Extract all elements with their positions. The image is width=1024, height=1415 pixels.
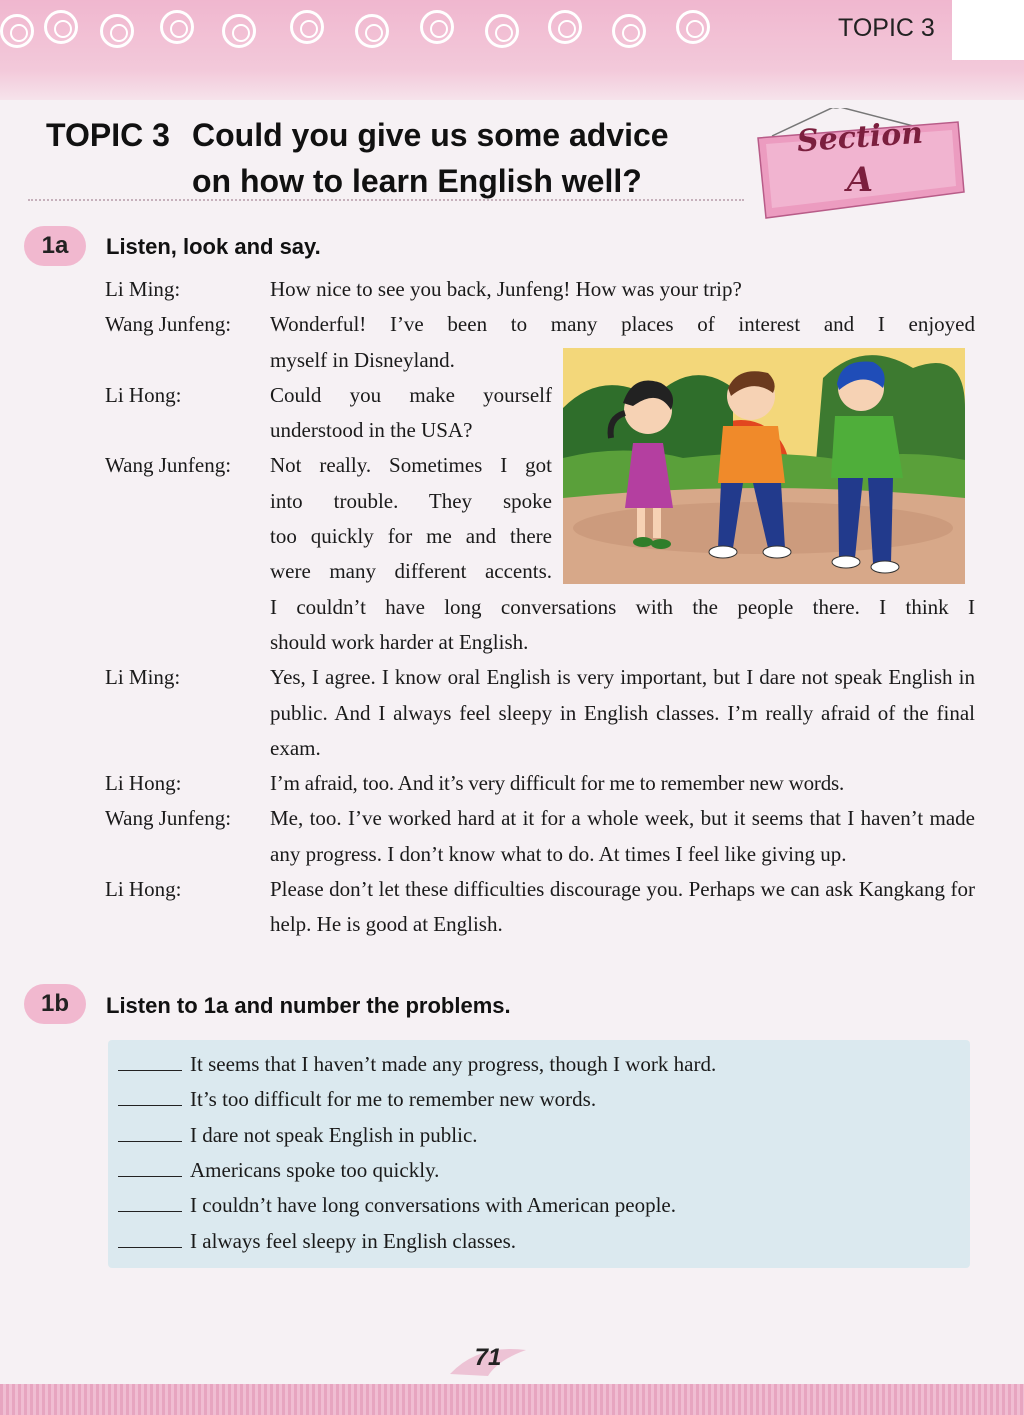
speaker: Li Hong: — [105, 771, 182, 796]
title-line-2: on how to learn English well? — [192, 163, 642, 199]
speaker: Li Hong: — [105, 877, 182, 902]
speaker: Li Ming: — [105, 277, 181, 301]
decorative-circles — [0, 6, 740, 54]
decorative-circle-icon — [222, 14, 256, 48]
problem-item — [118, 1087, 596, 1112]
answer-blank[interactable] — [118, 1162, 182, 1177]
line-text: were many different accents. — [270, 559, 552, 584]
line-text: Please don’t let these difficulties discourage you. Perhaps we can ask Kangkang for help. He is good at English. — [270, 877, 975, 937]
answer-blank[interactable] — [118, 1197, 182, 1212]
speaker: Wang Junfeng: — [105, 312, 232, 337]
dialogue-row — [105, 272, 975, 307]
decorative-circle-icon — [485, 14, 519, 48]
section-badge — [752, 108, 968, 220]
problem-item — [118, 1229, 516, 1254]
dialogue-row — [105, 801, 975, 872]
footer-band — [0, 1384, 1024, 1415]
problem-text: It’s too difficult for me to remember new words. — [190, 1087, 597, 1111]
page-title — [46, 112, 669, 204]
problem-text: I always feel sleepy in English classes. — [190, 1229, 516, 1253]
line-text: understood in the USA? — [270, 418, 473, 443]
line-text: Wonderful! I’ve been to many places of interest and I enjoyed — [270, 312, 975, 337]
problem-text: Americans spoke too quickly. — [190, 1158, 440, 1182]
page-number-text: 71 — [474, 1344, 502, 1371]
topic-number: TOPIC 3 — [46, 117, 170, 153]
header-corner — [952, 0, 1024, 60]
speaker: Wang Junfeng: — [105, 806, 232, 831]
problem-text: I couldn’t have long conversations with American people. — [190, 1193, 676, 1217]
task-badge-1b: 1b — [24, 984, 86, 1024]
problem-text: It seems that I haven’t made any progress, though I work hard. — [190, 1052, 717, 1076]
title-divider — [28, 199, 744, 201]
line-text: should work harder at English. — [270, 629, 529, 654]
answer-blank[interactable] — [118, 1091, 182, 1106]
problem-item — [118, 1123, 478, 1148]
line-text: Me, too. I’ve worked hard at it for a whole week, but it seems that I haven’t made any progress. I don’t know what to do. At times I feel like giving up. — [270, 806, 975, 866]
problem-item — [118, 1193, 676, 1218]
dialogue-row — [105, 307, 975, 342]
task-instruction-1a: Listen, look and say. — [106, 234, 321, 259]
line-text: into trouble. They spoke — [270, 488, 552, 513]
problem-text: I dare not speak English in public. — [190, 1123, 478, 1147]
decorative-circle-icon — [100, 14, 134, 48]
speaker: Wang Junfeng: — [105, 453, 232, 478]
line-text: too quickly for me and there — [270, 524, 552, 549]
line-text: Could you make yourself — [270, 382, 552, 407]
line-text: Yes, I agree. I know oral English is very important, but I dare not speak English in public. And I always feel sleepy in English classes. I’m really afraid of the final exam. — [270, 665, 975, 760]
decorative-circle-icon — [420, 10, 454, 44]
title-line-1: Could you give us some advice — [192, 117, 669, 153]
answer-blank[interactable] — [118, 1127, 182, 1142]
section-word: Section — [795, 115, 925, 160]
line-text: How nice to see you back, Junfeng! How was your trip? — [270, 277, 742, 301]
dialogue-row — [105, 872, 975, 943]
dialogue-row — [105, 766, 975, 801]
dialogue-row — [105, 660, 975, 766]
topic-tag: TOPIC 3 — [838, 14, 935, 42]
task-instruction-1b: Listen to 1a and number the problems. — [106, 993, 511, 1018]
answer-blank[interactable] — [118, 1233, 182, 1248]
page-number — [448, 1340, 528, 1380]
decorative-circle-icon — [44, 10, 78, 44]
problem-item — [118, 1052, 716, 1077]
problem-item — [118, 1158, 439, 1183]
decorative-circle-icon — [676, 10, 710, 44]
answer-blank[interactable] — [118, 1056, 182, 1071]
task-badge-1a: 1a — [24, 226, 86, 266]
decorative-circle-icon — [612, 14, 646, 48]
section-letter: A — [846, 160, 874, 200]
speaker: Li Ming: — [105, 665, 181, 690]
decorative-circle-icon — [355, 14, 389, 48]
decorative-circle-icon — [548, 10, 582, 44]
three-students-illustration — [563, 348, 965, 584]
speaker: Li Hong: — [105, 382, 182, 407]
decorative-circle-icon — [160, 10, 194, 44]
line-text: myself in Disneyland. — [270, 347, 455, 372]
decorative-circle-icon — [0, 14, 34, 48]
decorative-circle-icon — [290, 10, 324, 44]
line-text: I couldn’t have long conversations with the people there. I think I — [270, 594, 975, 619]
line-text: Not really. Sometimes I got — [270, 453, 552, 478]
line-text: I’m afraid, too. And it’s very difficult for me to remember new words. — [270, 771, 845, 796]
